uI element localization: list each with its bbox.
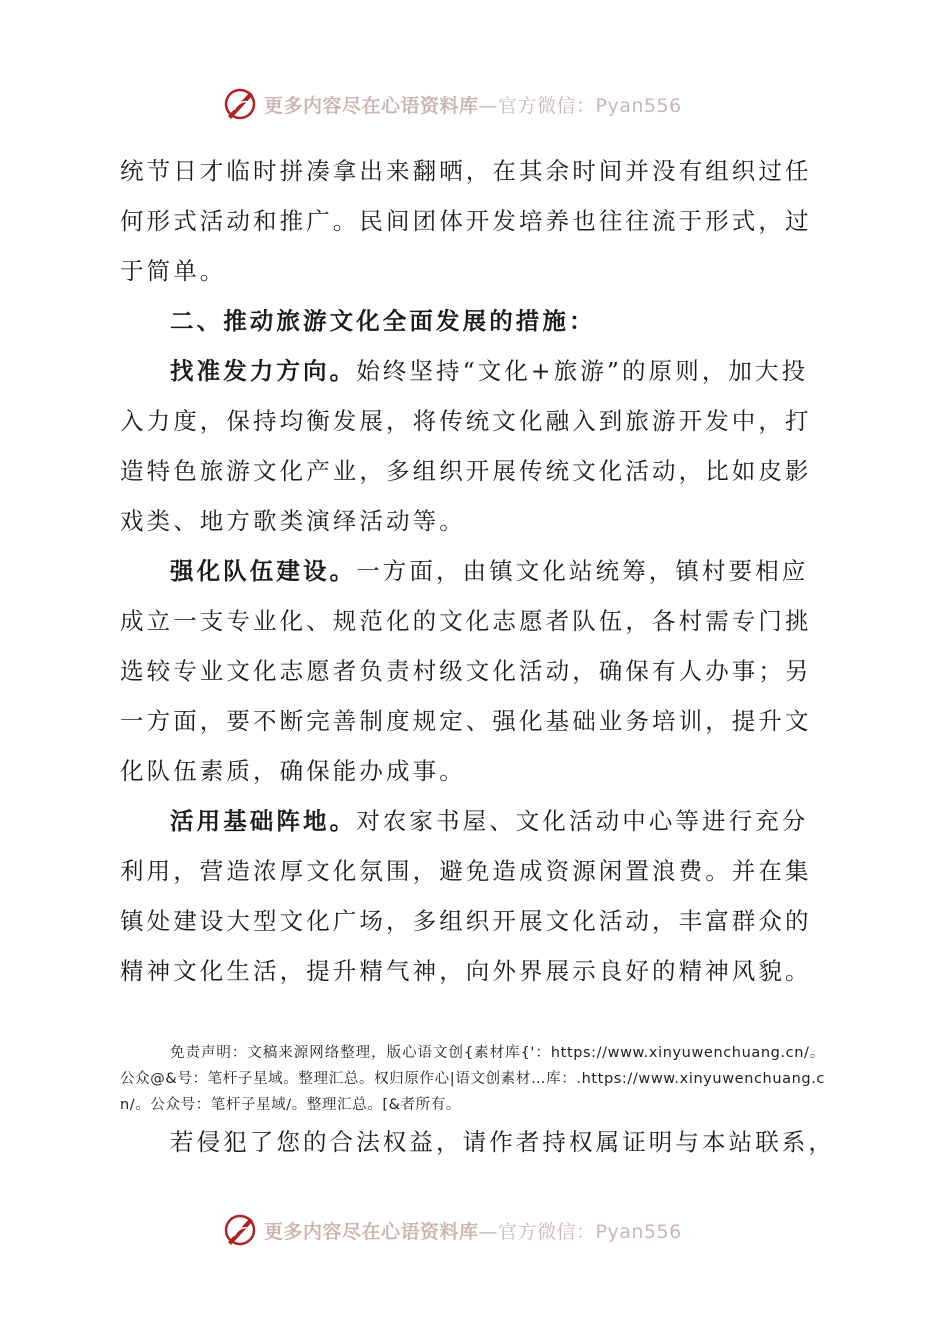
measure-title-3: 活用基础阵地。 [170,807,357,835]
measure-paragraph-3: 活用基础阵地。对农家书屋、文化活动中心等进行充分利用，营造浓厚文化氛围，避免造成资源闲置浪费。并在集镇处建设大型文化广场，多组织开展文化活动，丰富群众的精神文化生活，提升精气神，向外界展示良好的精神风貌。 [120,807,812,985]
measure-paragraph-2: 强化队伍建设。一方面，由镇文化站统筹，镇村要相应成立一支专业化、规范化的文化志愿者队伍，各村需专门挑选较专业文化志愿者负责村级文化活动，确保有人办事；另一方面，要不断完善制度规定、强化基础业务培训，提升文化队伍素质，确保能办成事。 [120,557,812,785]
measure-title-2: 强化队伍建设。 [170,557,357,585]
pen-logo-icon [222,86,258,122]
measure-paragraph-1: 找准发力方向。始终坚持“文化+旅游”的原则，加大投入力度，保持均衡发展，将传统文化融入到旅游开发中，打造特色旅游文化产业，多组织开展传统文化活动，比如皮影戏类、地方歌类演绎活动等。 [120,357,812,535]
section-heading: 二、推动旅游文化全面发展的措施： [170,307,596,335]
header-title: 更多内容尽在心语资料库—官方微信：Pyan556 [264,94,682,117]
measure-title-1: 找准发力方向。 [170,357,357,385]
footer-title: 更多内容尽在心语资料库—官方微信：Pyan556 [264,1220,682,1243]
header-banner [222,84,742,124]
copyright-notice: 若侵犯了您的合法权益，请作者持权属证明与本站联系， [170,1128,835,1156]
disclaimer-text: 免责声明：文稿来源网络整理，版心语文创{素材库{'：https://www.xinyuwenchuang.cn/。公众@&号：笔杆子星域。整理汇总。权归原作心|语文创素材…库：.https://www.xinyuwenchuang.cn/。公众号：笔杆子星域/。整理汇总。[&者所有。 [120,1045,825,1113]
document-body [120,146,825,996]
pen-logo-icon [222,1212,258,1248]
paragraph-continuation: 统节日才临时拼凑拿出来翻晒，在其余时间并没有组织过任何形式活动和推广。民间团体开发培养也往往流于形式，过于简单。 [120,157,812,285]
footer-banner [222,1210,742,1250]
